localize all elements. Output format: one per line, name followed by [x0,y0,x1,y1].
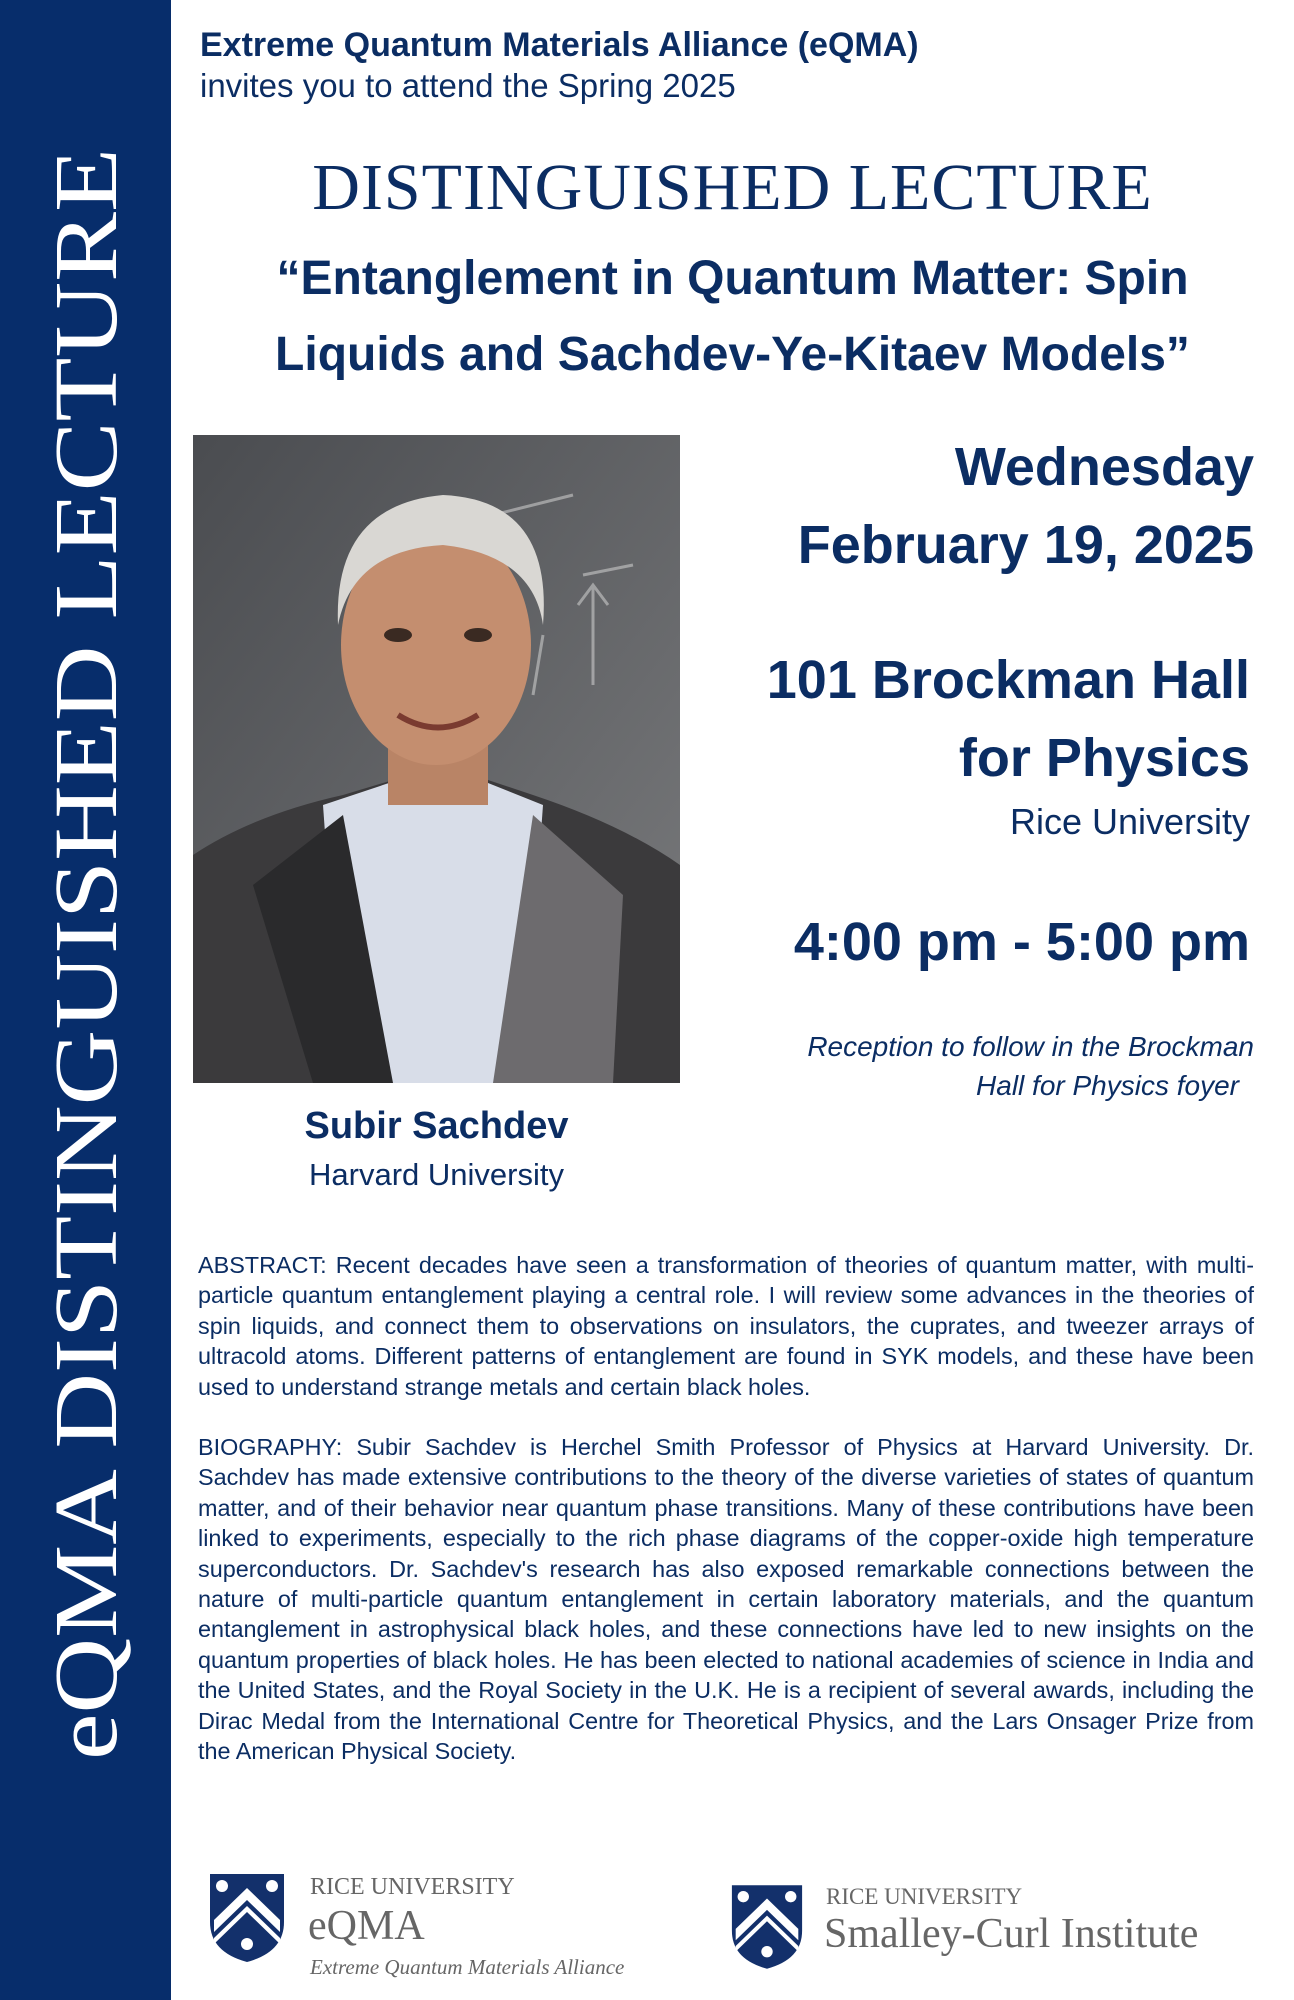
event-day: Wednesday [954,437,1254,497]
smalley-curl-logo [730,1882,1199,1977]
eqma-logo [208,1872,625,1979]
speaker-name: Subir Sachdev [304,1105,569,1147]
speaker-affiliation: Harvard University [309,1157,564,1192]
eqma-logo-subtitle: Extreme Quantum Materials Alliance [310,1955,625,1979]
lecture-title-line-2: Liquids and Sachdev-Ye-Kitaev Models” [275,328,1190,381]
sci-logo-name: Smalley-Curl Institute [824,1911,1199,1957]
rice-shield-icon [208,1872,286,1964]
biography-text: BIOGRAPHY: Subir Sachdev is Herchel Smith Professor of Physics at Harvard University. Dr. Sachdev has made extensive contributions to the theory of the diverse varieties of states of quantum matter, and of their behavior near quantum phase transitions. Many of these contributions have been linked to experiments, especially to the rich phase diagrams of the copper-oxide high temperature superconductors. Dr. Sachdev's research has also exposed remarkable connections between the nature of multi-particle quantum entanglement in certain laboratory materials, and the quantum entanglement in astrophysical black holes, and these connections have led to new insights on the quantum properties of black holes. He has been elected to national academies of science in India and the United States, and the Royal Society in the U.K. He is a recipient of several awards, including the Dirac Medal from the International Centre for Theoretical Physics, and the Lars Onsager Prize from the American Physical Society. [198,1434,1254,1765]
lecture-title-line-1: “Entanglement in Quantum Matter: Spin [276,252,1189,305]
rice-shield-icon [730,1882,804,1972]
venue-line-2: for Physics [958,728,1250,788]
sci-logo-university: RICE UNIVERSITY [826,1884,1023,1909]
reception-line-2: Hall for Physics foyer [976,1070,1239,1101]
eqma-logo-name: eQMA [308,1903,425,1949]
event-time: 4:00 pm - 5:00 pm [793,912,1250,972]
venue-line-1: 101 Brockman Hall [766,650,1250,710]
event-date: February 19, 2025 [797,515,1254,575]
eqma-logo-university: RICE UNIVERSITY [310,1874,515,1900]
invitation-line: invites you to attend the Spring 2025 [200,67,736,104]
lecture-series-heading: DISTINGUISHED LECTURE [312,151,1153,224]
reception-line-1: Reception to follow in the Brockman [807,1031,1254,1062]
sidebar-band [0,0,171,2000]
venue-institution: Rice University [1009,801,1250,842]
abstract-text: ABSTRACT: Recent decades have seen a transformation of theories of quantum matter, with multi-particle quantum entanglement playing a central role. I will review some advances in the theories of spin liquids, and connect them to observations on insulators, the cuprates, and tweezer arrays of ultracold atoms. Different patterns of entanglement are found in SYK models, and these have been used to understand strange metals and certain black holes. [198,1252,1254,1400]
vertical-title: eQMA DISTINGUISHED LECTURE [37,375,136,1760]
speaker-photo [193,435,680,1083]
organizer-name: Extreme Quantum Materials Alliance (eQMA) [200,26,919,64]
